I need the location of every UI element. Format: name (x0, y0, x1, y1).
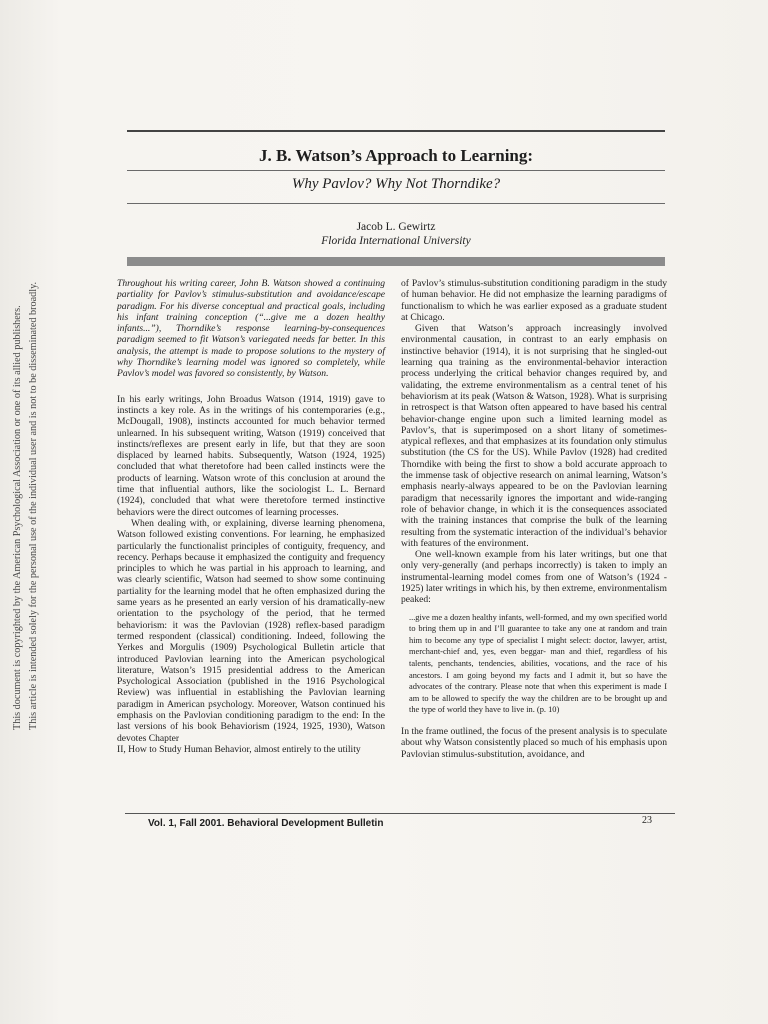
copyright-notice (8, 281, 39, 730)
journal-citation: Vol. 1, Fall 2001. Behavioral Development Bulletin (148, 818, 384, 829)
block-quote: ...give me a dozen healthy infants, well-formed, and my own specified world to bring them up in and I’ll guarantee to take any one at random and train him to become any type of specialist I might select: doctor, lawyer, artist, merchant-chief and, yes, even beggar- man and thief, regardless of his talents, penchants, tendencies, abilities, vocations, and the race of his ancestors. I am going beyond my facts and I admit it, but so have the advocates of the contrary. Please note that when this experiment is made I am to be allowed to specify the way the children are to be brought up and the type of world they have to live in. (p. 10) (409, 612, 667, 715)
abstract: Throughout his writing career, John B. Watson showed a continuing partiality for Pavlov’s stimulus-substitution and avoidance/escape paradigm. For his diverse conceptual and practical goals, including his infant training conception (“...give me a dozen healthy infants...”), Thorndike’s response learning-by-consequences paradigm seemed to fit Watson’s variegated needs far better. In this analysis, the attempt is made to propose solutions to the mystery of why Thorndike’s learning model was ignored so completely, while Pavlov’s model was favored so consistently, by Watson. (117, 278, 385, 380)
author-name: Jacob L. Gewirtz (356, 221, 436, 233)
body-paragraph: Given that Watson’s approach increasingly involved environmental causation, in contrast to an early emphasis on instinctive behavior (1914), it is not surprising that he singled-out learning qua training as the environmental-behavior interaction process underlying the critical behavior changes required by, and validating, the extreme environmentalism as a central tenet of his behaviorism at its peak (Watson & Watson, 1928). What is surprising in retrospect is that Watson often appeared to have based his central behavior-change engine upon such a limited learning model as Pavlov’s, that is superimposed on a short litany of sometimes-atypical reflexes, and that emphasizes at its foundation only stimulus substitution (the CS for the US). While Pavlov (1928) had credited Thorndike with being the first to show a bold accurate approach to the immense task of objective research on animal learning, Watson’s emphasis nearly-always appeared to be on the Pavlovian learning paradigm that necessarily ignores the important and wide-ranging role of behavior change, in which it is the consequences associated with the training instances that comprise the bulk of the learning resulting from the systematic interaction of the individual’s behavior with features of the environment. (401, 323, 667, 549)
body-paragraph: When dealing with, or explaining, diverse learning phenomena, Watson followed existing conventions. For learning, he emphasized particularly the functionalist principles of contiguity, frequency, and recency. Perhaps because it emphasized the contiguity and frequency principles to which he was partial in his approach to learning, and was clearly scientific, Watson had seemed to show some continuing partiality for the learning model that he often emphasized during the same years as he presented an early version of his dramatically-new orientation to the psychology of the period, that he termed behaviorism: it was the Pavlovian (1928) reflex-based paradigm termed respondent (classical) conditioning. Indeed, following the Yerkes and Morgulis (1909) Psychological Bulletin article that introduced Pavlovian learning into the American psychological literature, Watson’s 1915 presidential address to the American Psychological Association (published in the 1916 Psychological Review) was influential in establishing the Pavlovian learning paradigm in American psychology. Moreover, Watson continued his emphasis on the Pavlovian conditioning paradigm to the end: In the last versions of his book Behaviorism (1924, 1925, 1930), Watson devotes Chapter (117, 517, 385, 744)
subtitle-rule (127, 203, 665, 204)
article-subtitle: Why Pavlov? Why Not Thorndike? (291, 176, 501, 192)
copyright-notice-line-1: This document is copyrighted by the American Psychological Association or one of its allied publishers. (12, 305, 23, 730)
left-column (117, 278, 385, 755)
copyright-notice-line-2: This article is intended solely for the personal use of the individual user and is not to be disseminated broadly. (28, 281, 39, 730)
body-paragraph: II, How to Study Human Behavior, almost entirely to the utility (117, 743, 361, 755)
body-paragraph: of Pavlov’s stimulus-substitution conditioning paradigm in the study of human behavior. He did not emphasize the learning paradigms of functionalism to which he was earlier exposed as a graduate student at Chicago. (401, 278, 667, 323)
body-paragraph: In his early writings, John Broadus Watson (1914, 1919) gave to instincts a key role. As in the writings of his contemporaries (e.g., McDougall, 1908), instincts accounted for much behavior termed unlearned. In his subsequent writing, Watson (1919) conceived that instincts/reflexes are present early in life, but that they are soon displaced by learned habits. Subsequently, Watson (1924, 1925) concluded that what theretofore had been called instincts were the products of learning. Watson wrote of this conclusion at around the time that influential authors, like the sociologist L. L. Bernard (1924), concluded that what were theretofore termed instinctive behaviors were the direct outcomes of learning processes. (117, 393, 385, 518)
header-rule-top (127, 130, 665, 132)
body-paragraph: In the frame outlined, the focus of the present analysis is to speculate about why Watson consistently placed so much of his emphasis upon Pavlovian stimulus-substitution, avoidance, and (401, 725, 667, 760)
right-column (401, 278, 667, 760)
footer-rule (125, 813, 675, 814)
article-title: J. B. Watson’s Approach to Learning: (258, 146, 534, 165)
body-paragraph: One well-known example from his later writings, but one that only very-generally (and perhaps incorrectly) is taken to imply an instrumental-learning model comes from one of Watson’s (1924 - 1925) later writings in which his, by then extreme, environmentalism peaked: (401, 549, 667, 606)
author-affiliation: Florida International University (321, 235, 471, 247)
page-number: 23 (642, 815, 652, 826)
title-rule (127, 170, 665, 171)
header-band-rule (127, 257, 665, 266)
